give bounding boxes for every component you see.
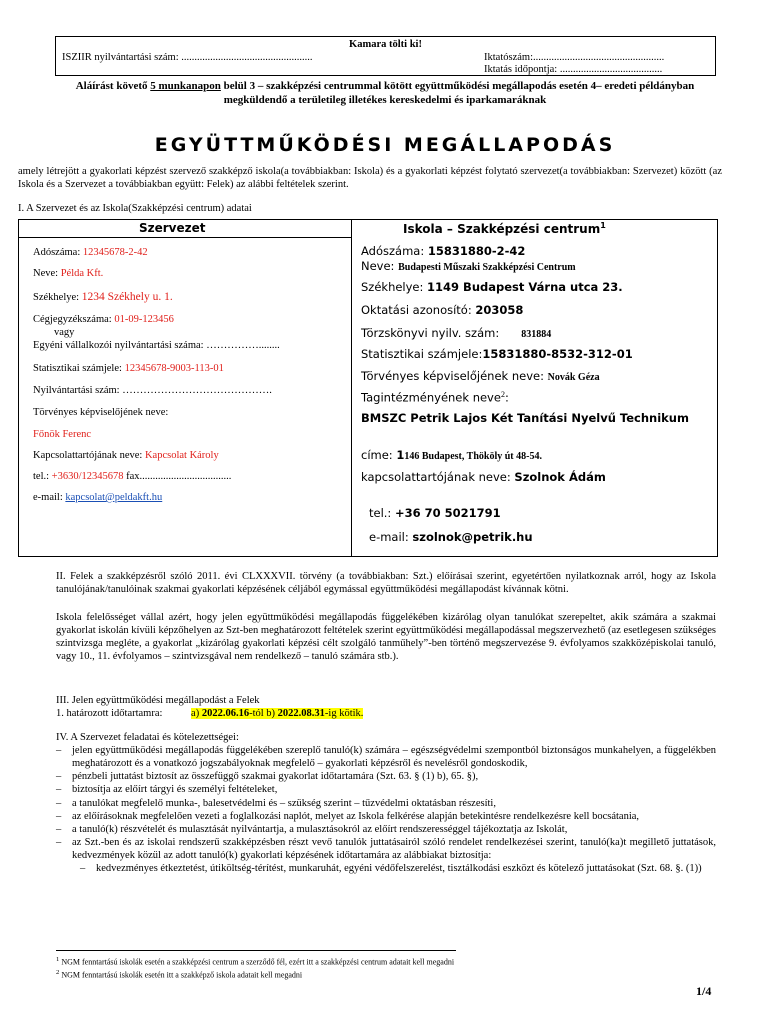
list-item: – pénzbeli juttatást biztosít az összefüggő szakmai gyakorlat időtartamára (Szt. 63. § (1) b), 65. §), (56, 770, 716, 783)
section-2-paragraph-1: II. Felek a szakképzésről szóló 2011. évi CLXXXVII. törvény (a továbbiakban: Szt.) előírásai szerint, egyetértően nyilatkoznak arról, hogy az Iskola tanulójának/tanulóinak szakmai gyakorlati képzésének céljából egymással együttműködési megállapodást kívánnak kötni. (56, 571, 716, 596)
org-or: vagy (54, 327, 75, 338)
school-seat: Székhelye: 1149 Budapest Várna utca 23. (361, 280, 623, 294)
school-edu-id: Oktatási azonosító: 203058 (361, 303, 524, 317)
obligations-list (56, 744, 716, 875)
table-divider (351, 220, 352, 556)
section-4-heading: IV. A Szervezet feladatai és kötelezettségei: (56, 732, 239, 743)
file-no: Iktatószám:.................................................. (484, 52, 665, 63)
org-seat: Székhelye: 1234 Székhely u. 1. (33, 291, 173, 303)
org-rep-label: Törvényes képviselőjének neve: (33, 407, 169, 418)
iszir-reg-no: ISZIIR nyilvántartási szám: .................................................. (62, 52, 313, 63)
section-2-paragraph-2: Iskola felelősséget vállal azért, hogy jelen együttműködési megállapodás függelékében kizárólag olyan tanulókat szerepeltet, akik számára a szakmai gyakorlat iskolán kívüli képzőhelyen az Szt-ben meghatározott feltételek szerint együttműködési megállapodással megszervezhető (az esetlegesen szükséges szintvizsga megléte, a gyakorlat „kizárólag gyakorlati képzési célt szolgáló tanműhely”-ben történő megszervezése 9. évfolyamos szakközépiskolai tanuló, vagy 10., 11. évfolyamos – szintvizsgával nem rendelkező – tanuló számára stb.). (56, 612, 716, 663)
school-tax: Adószáma: 15831880-2-42 (361, 244, 526, 258)
parties-table (18, 219, 718, 557)
org-contact: Kapcsolattartójának neve: Kapcsolat Károly (33, 450, 219, 461)
table-header-line (19, 237, 351, 238)
submission-note: Aláírást követő 5 munkanapon belül 3 – szakképzési centrummal kötött együttműködési megállapodás esetén 4– eredeti példányban megküldendő a területileg illetékes kereskedelmi és iparkamaráknak (75, 80, 695, 107)
list-item: – jelen együttműködési megállapodás függelékében szereplő tanuló(k) számára – egészségvédelmi szempontból biztonságos munkahelyen, a függelékben meghatározott és a vonatkozó jogszabályoknak megfelelő – gyakorlati képzésről és nevelésről gondoskodik, (56, 744, 716, 770)
school-torzs: Törzskönyvi nyilv. szám: 831884 (361, 326, 552, 340)
school-tel: tel.: +36 70 5021791 (369, 506, 501, 520)
school-address: címe: 1146 Budapest, Thököly út 48-54. (361, 448, 542, 462)
file-date: Iktatás időpontja: ....................................... (484, 64, 663, 75)
section-3-heading: III. Jelen együttműködési megállapodást a Felek (56, 695, 260, 706)
list-subitem: – kedvezményes étkeztetést, útiköltség-térítést, munkaruhát, egyéni védőfelszerelést, tisztálkodási eszközt és kötelező juttatásokat (Szt. 68. §. (1)) (80, 862, 716, 875)
list-item: – az előírásoknak megfelelően vezeti a foglalkozási naplót, melyet az Iskola felkérése alapján betekintésre rendelkezésre kell bocsátania, (56, 810, 716, 823)
org-stat: Statisztikai számjele: 12345678-9003-113-01 (33, 363, 224, 374)
section-1-heading: I. A Szervezet és az Iskola(Szakképzési centrum) adatai (18, 203, 252, 214)
chamber-box-title: Kamara tölti ki! (349, 39, 422, 50)
term-dates: a) 2022.06.16-tól b) 2022.08.31-ig kötik. (191, 708, 364, 719)
footnote-rule (56, 950, 456, 951)
document-title: EGYÜTTMŰKÖDÉSI MEGÁLLAPODÁS (154, 134, 616, 156)
school-contact: kapcsolattartójának neve: Szolnok Ádám (361, 470, 606, 484)
school-name: Neve: Budapesti Műszaki Szakképzési Centrum (361, 259, 576, 273)
chamber-box (55, 36, 716, 76)
intro-paragraph: amely létrejött a gyakorlati képzést szervező szakképző iskola(a továbbiakban: Iskola) és a gyakorlati képzést folytató szervezet(a továbbiakban: Szervezet) között (az Iskola és a Szervezet a továbbiakban együtt: Felek) az alábbi feltételek szerint. (18, 166, 722, 191)
list-item: – az Szt.-ben és az iskolai rendszerű szakképzésben részt vevő tanulók juttatásairól szóló rendelet rendelkezései szerint, tanuló(ka)t megillető juttatások, kedvezmények közül az adott tanuló(k) gyakorlati képzésének időtartamára az alábbiakat biztosítja: (56, 836, 716, 862)
org-email: e-mail: kapcsolat@peldakft.hu (33, 492, 163, 503)
school-member-value: BMSZC Petrik Lajos Két Tanítási Nyelvű Technikum (361, 411, 689, 425)
org-header: Szervezet (139, 221, 206, 235)
org-rep-value: Főnök Ferenc (33, 429, 92, 440)
org-ev-reg: Egyéni vállalkozói nyilvántartási száma: ……………........ (33, 340, 280, 351)
school-rep: Törvényes képviselőjének neve: Novák Géza (361, 369, 600, 383)
org-tel: tel.: +3630/12345678 fax................................... (33, 471, 232, 482)
list-item: – a tanulókat megfelelő munka-, balesetvédelmi és – szükség szerint – tűzvédelmi oktatásban részesíti, (56, 797, 716, 810)
list-item: – a tanuló(k) részvételét és mulasztását nyilvántartja, a mulasztásokról az előírt rendszerességgel tájékoztatja az Iskolát, (56, 823, 716, 836)
footnote-1: $^1$ NGM fenntartású iskolák esetén a szakképzési centrum a szerződő fél, ezért itt a szakképzési centrum adatait kell megadni (56, 956, 455, 967)
org-name: Neve: Példa Kft. (33, 268, 104, 279)
org-nyt: Nyilvántartási szám: ……………………………………. (33, 385, 272, 396)
list-item: – biztosítja az előírt tárgyi és személyi feltételeket, (56, 783, 716, 796)
section-3-term: 1. határozott időtartamra: a) 2022.06.16-tól b) 2022.08.31-ig kötik. (56, 708, 364, 719)
org-tax: Adószáma: 12345678-2-42 (33, 247, 148, 258)
page-number: 1/4 (696, 984, 712, 998)
school-stat: Statisztikai számjele:15831880-8532-312-01 (361, 347, 633, 361)
org-company-reg: Cégjegyzékszáma: 01-09-123456 (33, 314, 174, 325)
school-email: e-mail: szolnok@petrik.hu (369, 530, 533, 544)
school-member-label: Tagintézményének neve$^2$: (361, 390, 509, 405)
footnote-2: $^2$ NGM fenntartású iskolák esetén itt a szakképző iskola adatait kell megadni (56, 969, 303, 980)
org-email-link[interactable]: kapcsolat@peldakft.hu (65, 492, 163, 503)
school-header: Iskola – Szakképzési centrum$^1$ (403, 221, 606, 236)
